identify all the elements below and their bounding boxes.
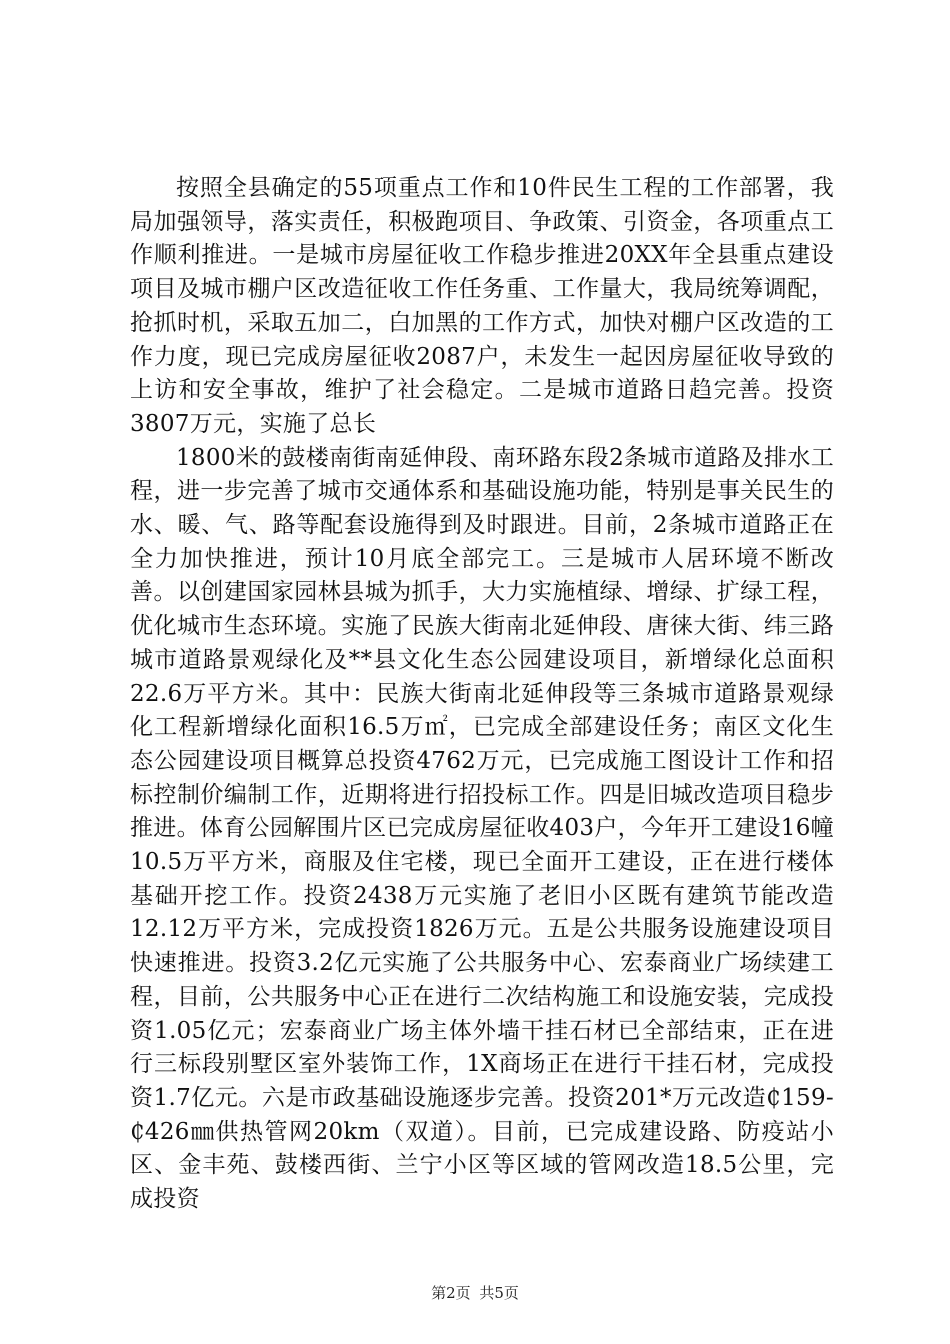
page-number: 第2页 [431,1284,471,1302]
page-total: 共5页 [479,1284,519,1302]
page-footer [0,1282,950,1303]
paragraph-1: 按照全县确定的55项重点工作和10件民生工程的工作部署，我局加强领导，落实责任，积极跑项目、争政策、引资金，各项重点工作顺利推进。一是城市房屋征收工作稳步推进20XX年全县重点建设项目及城市棚户区改造征收工作任务重、工作量大，我局统筹调配，抢抓时机，采取五加二，白加黑的工作方式，加快对棚户区改造的工作力度，现已完成房屋征收2087户，未发生一起因房屋征收导致的上访和安全事故，维护了社会稳定。二是城市道路日趋完善。投资3807万元，实施了总长 [130,175,834,437]
document-body [130,172,834,1217]
paragraph-2: 1800米的鼓楼南街南延伸段、南环路东段2条城市道路及排水工程，进一步完善了城市交通体系和基础设施功能，特别是事关民生的水、暖、气、路等配套设施得到及时跟进。目前，2条城市道路正在全力加快推进，预计10月底全部完工。三是城市人居环境不断改善。以创建国家园林县城为抓手，大力实施植绿、增绿、扩绿工程，优化城市生态环境。实施了民族大街南北延伸段、唐徕大街、纬三路城市道路景观绿化及**县文化生态公园建设项目，新增绿化总面积22.6万平方米。其中：民族大街南北延伸段等三条城市道路景观绿化工程新增绿化面积16.5万㎡，已完成全部建设任务；南区文化生态公园建设项目概算总投资4762万元，已完成施工图设计工作和招标控制价编制工作，近期将进行招投标工作。四是旧城改造项目稳步推进。体育公园解围片区已完成房屋征收403户，今年开工建设16幢10.5万平方米，商服及住宅楼，现已全面开工建设，正在进行楼体基础开挖工作。投资2438万元实施了老旧小区既有建筑节能改造12.12万平方米，完成投资1826万元。五是公共服务设施建设项目快速推进。投资3.2亿元实施了公共服务中心、宏泰商业广场续建工程，目前，公共服务中心正在进行二次结构施工和设施安装，完成投资1.05亿元；宏泰商业广场主体外墙干挂石材已全部结束，正在进行三标段别墅区室外装饰工作，1X商场正在进行干挂石材，完成投资1.7亿元。六是市政基础设施逐步完善。投资201*万元改造₵159-₵426㎜供热管网20km（双道）。目前，已完成建设路、防疫站小区、金丰苑、鼓楼西街、兰宁小区等区域的管网改造18.5公里，完成投资 [130,444,834,1213]
